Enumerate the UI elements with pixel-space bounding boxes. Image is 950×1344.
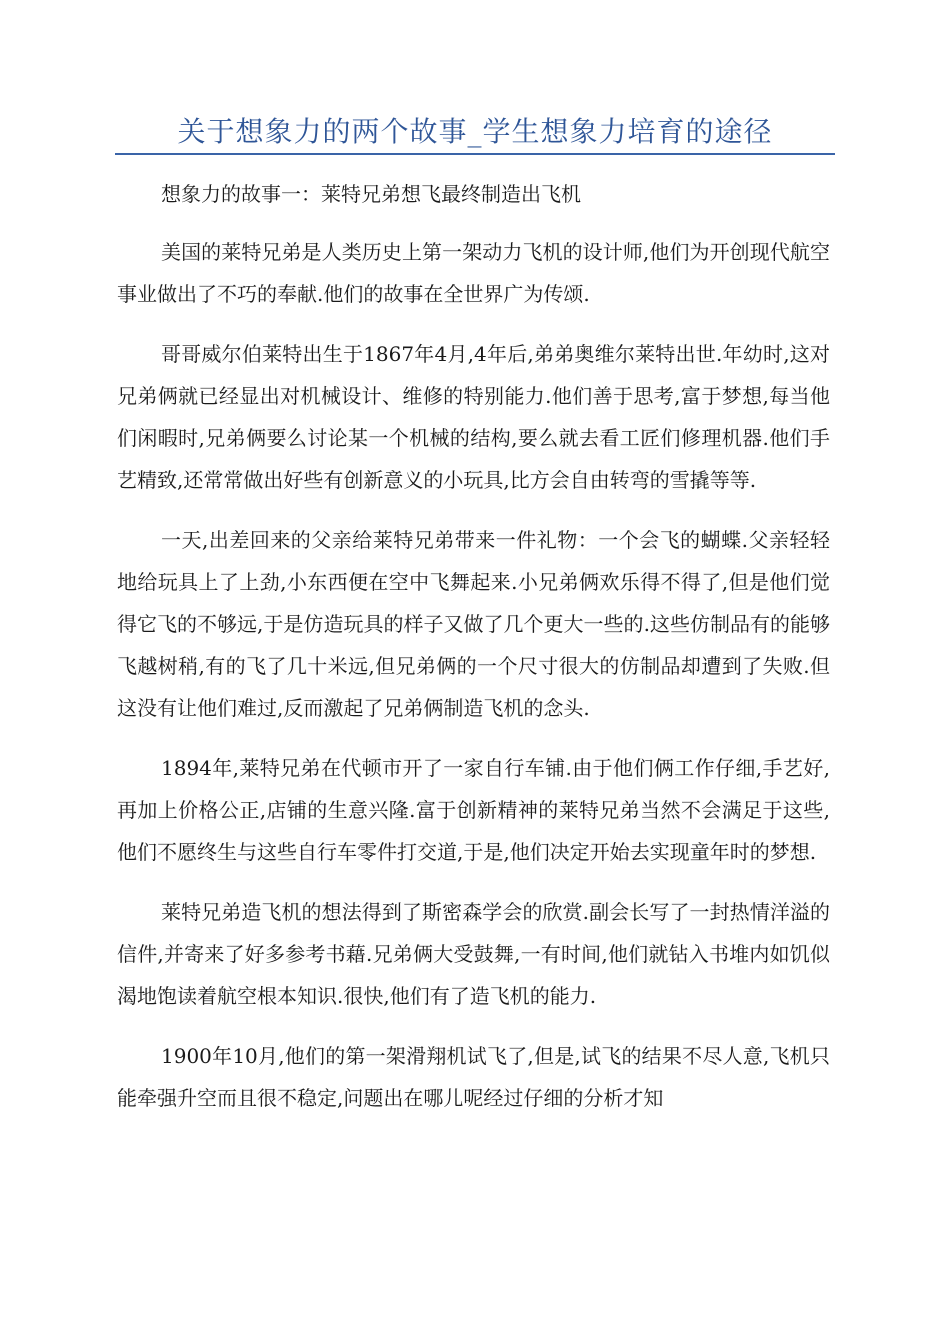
document-title: 关于想象力的两个故事_学生想象力培育的途径 <box>177 115 773 148</box>
paragraph: 哥哥威尔伯莱特出生于1867年4月,4年后,弟弟奥维尔莱特出世.年幼时,这对兄弟俩就已经显出对机械设计、维修的特别能力.他们善于思考,富于梦想,每当他们闲暇时,兄弟俩要么讨论某一个机械的结构,要么就去看工匠们修理机器.他们手艺精致,还常常做出好些有创新意义的小玩具,比方会自由转弯的雪撬等等. <box>117 342 830 492</box>
title-divider <box>115 153 835 155</box>
document-body <box>117 173 830 1137</box>
paragraph: 莱特兄弟造飞机的想法得到了斯密森学会的欣赏.副会长写了一封热情洋溢的信件,并寄来了好多参考书藉.兄弟俩大受鼓舞,一有时间,他们就钻入书堆内如饥似渴地饱读着航空根本知识.很快,他们有了造飞机的能力. <box>117 900 830 1008</box>
paragraph: 1894年,莱特兄弟在代顿市开了一家自行车铺.由于他们俩工作仔细,手艺好,再加上价格公正,店铺的生意兴隆.富于创新精神的莱特兄弟当然不会满足于这些,他们不愿终生与这些自行车零件打交道,于是,他们决定开始去实现童年时的梦想. <box>117 756 830 864</box>
paragraph: 一天,出差回来的父亲给莱特兄弟带来一件礼物：一个会飞的蝴蝶.父亲轻轻地给玩具上了上劲,小东西便在空中飞舞起来.小兄弟俩欢乐得不得了,但是他们觉得它飞的不够远,于是仿造玩具的样子又做了几个更大一些的.这些仿制品有的能够飞越树稍,有的飞了几十米远,但兄弟俩的一个尺寸很大的仿制品却遭到了失败.但这没有让他们难过,反而激起了兄弟俩制造飞机的念头. <box>117 528 830 720</box>
paragraph: 美国的莱特兄弟是人类历史上第一架动力飞机的设计师,他们为开创现代航空事业做出了不巧的奉献.他们的故事在全世界广为传颂. <box>117 240 830 306</box>
section-heading: 想象力的故事一：莱特兄弟想飞最终制造出飞机 <box>161 182 581 206</box>
paragraph: 1900年10月,他们的第一架滑翔机试飞了,但是,试飞的结果不尽人意,飞机只能牵强升空而且很不稳定,问题出在哪儿呢经过仔细的分析才知 <box>117 1044 830 1110</box>
